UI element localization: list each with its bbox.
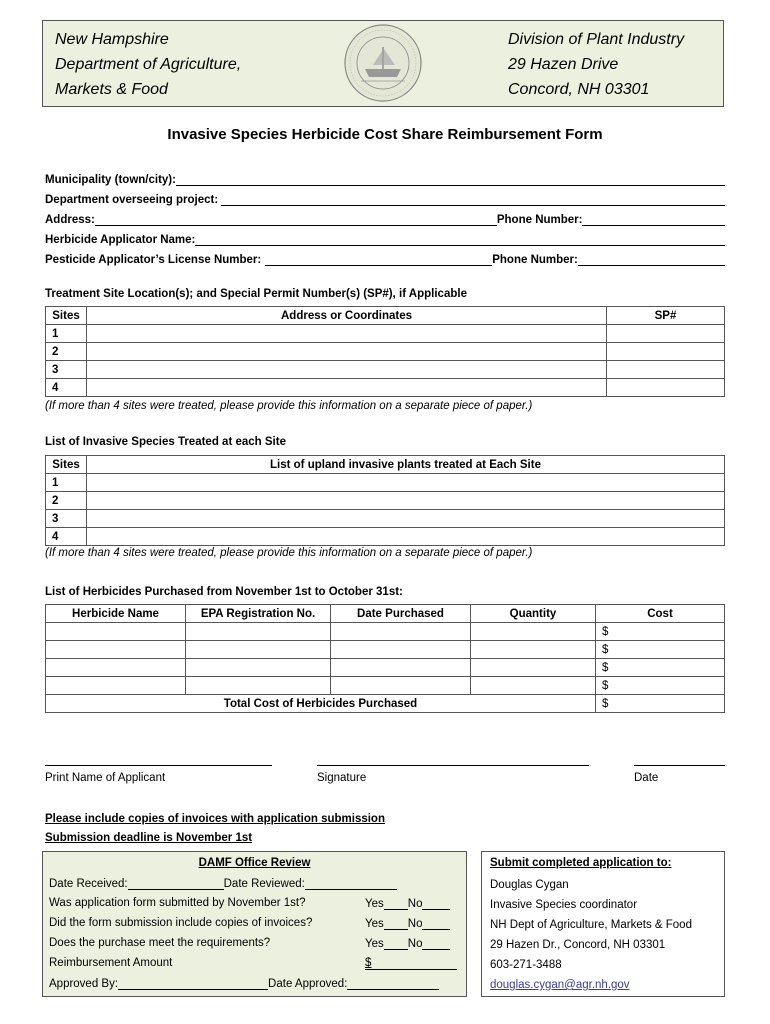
site-number: 2: [46, 343, 87, 361]
table-cell[interactable]: [331, 659, 471, 677]
no-blank[interactable]: [422, 897, 450, 910]
license-label: Pesticide Applicator’s License Number:: [45, 254, 262, 266]
address-label: Address:: [45, 214, 95, 226]
table-cell[interactable]: [607, 361, 725, 379]
table-header-row: [46, 456, 725, 474]
site-number: 4: [46, 379, 87, 397]
table-cell[interactable]: [471, 659, 596, 677]
applicator-name-field[interactable]: [45, 230, 725, 246]
contact-email-link[interactable]: douglas.cygan@agr.nh.gov: [490, 979, 630, 991]
table-row: [46, 379, 725, 397]
column-header: Sites: [46, 456, 87, 474]
species-note: (If more than 4 sites were treated, please provide this information on a separate piece of paper.): [45, 547, 533, 559]
address-input-line[interactable]: [95, 213, 497, 226]
table-row: [46, 325, 725, 343]
table-cell[interactable]: [87, 343, 607, 361]
table-cell[interactable]: [87, 474, 725, 492]
yes-label: Yes: [365, 898, 384, 910]
herbicide-section-title: List of Herbicides Purchased from November 1st to October 31st:: [45, 586, 403, 598]
division-address: Division of Plant Industry 29 Hazen Drive Concord, NH 03301: [508, 31, 685, 98]
site-number: 2: [46, 492, 87, 510]
table-cell[interactable]: [471, 677, 596, 695]
municipality-field[interactable]: [45, 170, 725, 186]
table-cell[interactable]: [607, 325, 725, 343]
date-received-row: [49, 877, 397, 893]
date-reviewed-input[interactable]: [305, 877, 397, 890]
table-row: [46, 474, 725, 492]
column-header: Address or Coordinates: [87, 307, 607, 325]
table-cell[interactable]: [87, 361, 607, 379]
date-label: Date: [634, 772, 659, 784]
approved-by-input[interactable]: [118, 977, 268, 990]
column-header: SP#: [607, 307, 725, 325]
phone-label-1: Phone Number:: [496, 214, 583, 226]
site-number: 3: [46, 510, 87, 528]
table-cell[interactable]: [46, 677, 186, 695]
column-header: Date Purchased: [331, 605, 471, 623]
contact-name: Douglas Cygan: [490, 879, 569, 891]
question-row: Was application form submitted by November 1st?: [49, 897, 306, 909]
yes-no-choice[interactable]: [365, 897, 450, 910]
yes-no-choice[interactable]: [365, 937, 450, 950]
date-approved-input[interactable]: [347, 977, 439, 990]
table-cell[interactable]: [87, 492, 725, 510]
table-cell[interactable]: [87, 528, 725, 546]
species-table: [45, 455, 725, 546]
yes-label: Yes: [365, 918, 384, 930]
table-header-row: [46, 307, 725, 325]
submit-title: Submit completed application to:: [490, 857, 672, 869]
table-row: [46, 343, 725, 361]
sites-section-title: Treatment Site Location(s); and Special Permit Number(s) (SP#), if Applicable: [45, 288, 467, 300]
sites-table: [45, 306, 725, 397]
cost-cell[interactable]: $: [596, 677, 725, 695]
date-received-label: Date Received:: [49, 878, 128, 890]
deadline-note: Submission deadline is November 1st: [45, 832, 253, 844]
municipality-label: Municipality (town/city):: [45, 174, 176, 186]
yes-blank[interactable]: [384, 897, 408, 910]
date-reviewed-label: Date Reviewed:: [223, 878, 305, 890]
sites-note: (If more than 4 sites were treated, please provide this information on a separate piece of paper.): [45, 400, 533, 412]
header-box: [42, 20, 724, 107]
table-cell[interactable]: [471, 623, 596, 641]
table-row: [46, 361, 725, 379]
review-title: DAMF Office Review: [198, 857, 311, 869]
table-cell[interactable]: [331, 677, 471, 695]
column-header: Quantity: [471, 605, 596, 623]
no-label: No: [407, 918, 423, 930]
no-blank[interactable]: [422, 917, 450, 930]
agency-name: New Hampshire Department of Agriculture, Markets & Food: [55, 31, 242, 98]
total-label: Total Cost of Herbicides Purchased: [46, 695, 596, 713]
license-input-line[interactable]: [265, 253, 492, 266]
department-label: Department overseeing project:: [45, 194, 219, 206]
no-label: No: [407, 938, 423, 950]
contact-role: Invasive Species coordinator: [490, 899, 638, 911]
table-row: [46, 659, 725, 677]
table-cell[interactable]: [607, 343, 725, 361]
column-header: List of upland invasive plants treated at Each Site: [87, 456, 725, 474]
table-row: [46, 492, 725, 510]
license-field[interactable]: [45, 250, 725, 266]
phone-label-2: Phone Number:: [492, 254, 578, 266]
no-label: No: [407, 898, 423, 910]
table-row: [46, 510, 725, 528]
table-cell[interactable]: [87, 510, 725, 528]
date-approved-label: Date Approved:: [268, 978, 348, 990]
phone-input-line-1[interactable]: [582, 213, 725, 226]
form-title: Invasive Species Herbicide Cost Share Reimbursement Form: [167, 126, 603, 143]
table-cell[interactable]: [186, 677, 331, 695]
herbicide-table: [45, 604, 725, 713]
address-field[interactable]: [45, 210, 725, 226]
applicator-name-input-line[interactable]: [195, 233, 725, 246]
total-row: [46, 695, 725, 713]
table-cell[interactable]: [471, 641, 596, 659]
reimbursement-label: Reimbursement Amount: [49, 957, 173, 969]
department-input-line[interactable]: [221, 193, 725, 206]
column-header: Herbicide Name: [46, 605, 186, 623]
site-number: 1: [46, 474, 87, 492]
total-cost-cell[interactable]: $: [596, 695, 725, 713]
column-header: Sites: [46, 307, 87, 325]
table-cell[interactable]: [331, 623, 471, 641]
signature-label: Signature: [317, 772, 367, 784]
reimbursement-currency[interactable]: $: [365, 957, 457, 970]
yes-no-choice[interactable]: [365, 917, 450, 930]
table-cell[interactable]: [46, 659, 186, 677]
invoices-note: Please include copies of invoices with application submission: [45, 813, 385, 825]
table-cell[interactable]: [607, 379, 725, 397]
table-row: [46, 677, 725, 695]
site-number: 3: [46, 361, 87, 379]
no-blank[interactable]: [422, 937, 450, 950]
yes-blank[interactable]: [384, 917, 408, 930]
table-header-row: [46, 605, 725, 623]
table-cell[interactable]: [87, 379, 607, 397]
cost-cell[interactable]: $: [596, 659, 725, 677]
question-row: Did the form submission include copies of invoices?: [49, 917, 313, 929]
table-cell[interactable]: [186, 641, 331, 659]
yes-blank[interactable]: [384, 937, 408, 950]
column-header: Cost: [596, 605, 725, 623]
question-row: Does the purchase meet the requirements?: [49, 937, 271, 949]
cost-cell[interactable]: $: [596, 623, 725, 641]
species-section-title: List of Invasive Species Treated at each Site: [45, 436, 286, 448]
table-cell[interactable]: [186, 659, 331, 677]
signature-line[interactable]: [317, 765, 589, 766]
contact-org: NH Dept of Agriculture, Markets & Food: [490, 919, 692, 931]
office-review-box: [42, 851, 467, 997]
reimbursement-amount-input[interactable]: [365, 957, 457, 970]
table-cell[interactable]: [186, 623, 331, 641]
site-number: 4: [46, 528, 87, 546]
table-cell[interactable]: [46, 641, 186, 659]
approved-row: [49, 977, 439, 993]
date-line[interactable]: [634, 765, 725, 766]
site-number: 1: [46, 325, 87, 343]
table-cell[interactable]: [87, 325, 607, 343]
cost-cell[interactable]: $: [596, 641, 725, 659]
department-field[interactable]: [45, 190, 725, 206]
table-row: [46, 528, 725, 546]
contact-phone: 603-271-3488: [490, 959, 562, 971]
print-name-line[interactable]: [45, 765, 272, 766]
print-name-label: Print Name of Applicant: [45, 772, 166, 784]
yes-label: Yes: [365, 938, 384, 950]
table-cell[interactable]: [46, 623, 186, 641]
column-header: EPA Registration No.: [186, 605, 331, 623]
phone-input-line-2[interactable]: [578, 253, 725, 266]
contact-address: 29 Hazen Dr., Concord, NH 03301: [490, 939, 666, 951]
approved-by-label: Approved By:: [49, 978, 119, 990]
applicator-name-label: Herbicide Applicator Name:: [45, 234, 196, 246]
table-row: [46, 623, 725, 641]
table-cell[interactable]: [331, 641, 471, 659]
municipality-input-line[interactable]: [176, 173, 725, 186]
department-seal-icon: [343, 23, 423, 103]
submit-to-box: [481, 851, 725, 997]
date-received-input[interactable]: [128, 877, 224, 890]
table-row: [46, 641, 725, 659]
